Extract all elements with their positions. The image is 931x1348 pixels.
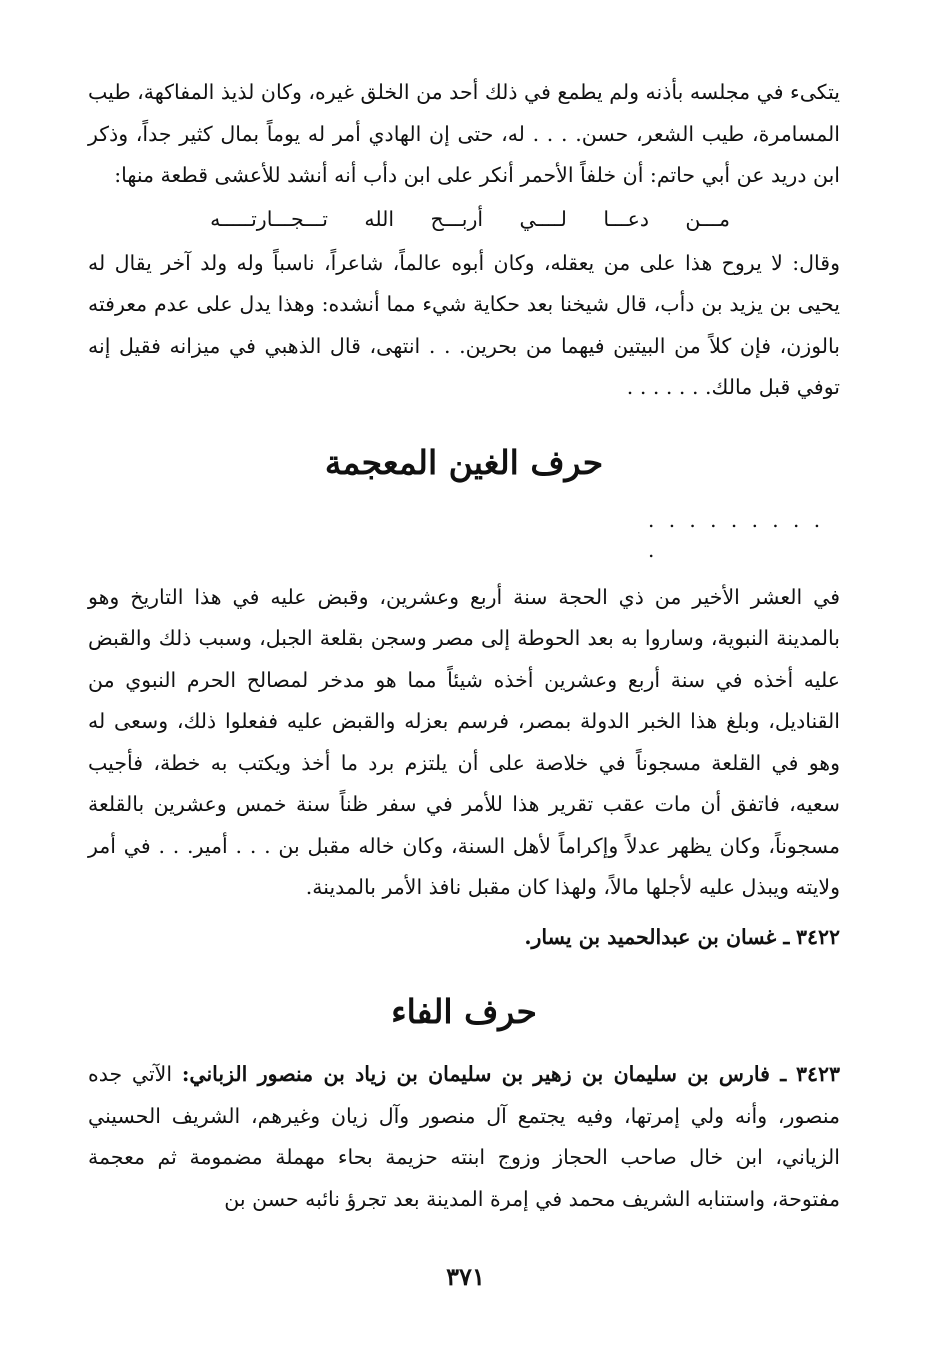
verse-word: مـــن [685,206,730,231]
entry-text: الآتي جده منصور، وأنه ولي إمرتها، وفيه يجتمع آل منصور وآل زيان وغيرهم، الشريف الحسيني الزياني، ابن خال صاحب الحجاز وزوج ابنته حزيمة بحاء مهملة مضمومة ثم معجمة مفتوحة، واستنابه الشريف محمد في إمرة المدينة بعد تجرؤ نائبه حسن بن [88,1062,840,1211]
paragraph-top: يتكىء في مجلسه بأذنه ولم يطمع في ذلك أحد من الخلق غيره، وكان لذيذ المفاكهة، طيب المسامرة، طيب الشعر، حسن. . . . له، حتى إن الهادي أمر له يوماً بمال كثير جداً، وذكر ابن دريد عن أبي حاتم: أن خلفاً الأحمر أنكر على ابن دأب أنه أنشد للأعشى قطعة منها: [88,80,840,187]
page-body [88,72,840,1220]
entry-name: ـ فارس بن سليمان بن زهير بن سليمان بن زياد بن منصور الزباني: [181,1062,787,1086]
entry-3422 [88,917,840,959]
entry-number: ٣٤٢٢ [795,924,840,949]
ellipsis-line: . . . . . . . . . . [648,507,825,562]
section-heading-ghain: حرف الغين المعجمة [324,442,604,482]
verse-word: أربـــح [430,206,484,231]
verse-word: تـــجـــارتـــــه [210,206,328,231]
poetry-verse [210,199,730,239]
entry-number: ٣٤٢٣ [795,1062,840,1086]
paragraph-ghain: في العشر الأخير من ذي الحجة سنة أربع وعشرين، وقبض عليه في هذا التاريخ وهو بالمدينة النبوية، وساروا به بعد الحوطة إلى مصر وسجن بقلعة الجبل، وسبب ذلك والقبض عليه أخذه في سنة أربع وعشرين أخذه شيئاً مما هو مدخر لمصالح الحرم النبوي من القناديل، وبلغ هذا الخبر الدولة بمصر، فرسم بعزله والقبض عليه ففعلوا ذلك، وسعى له وهو في القلعة مسجوناً في خلاصة على أن يلتزم برد ما أخذ ويكتب به خطة، فأجيب سعيه، فاتفق أن مات عقب تقرير هذا للأمر في سفر ظناً سنة خمس وعشرين بالقلعة مسجوناً، وكان يظهر عدلاً وإكراماً لأهل السنة، وكان خاله مقبل بن . . . أمير. . . في أمر ولايته ويبذل عليه لأجلها مالاً، ولهذا كان مقبل نافذ الأمر بالمدينة. [88,584,840,899]
paragraph-after-verse: وقال: لا يروح هذا على من يعقله، وكان أبوه عالماً، شاعراً، ناسباً وله ولد آخر يقال له يحيى بن يزيد بن دأب، قال شيخنا بعد حكاية شيء مما أنشده: وهذا يدل على عدم معرفته بالوزن، فإن كلاً من البيتين فيهما من بحرين. . . انتهى، قال الذهبي في ميزانه فقيل إنه توفي قبل مالك. . . . . . . [88,250,840,399]
verse-word: الله [364,206,395,231]
entry-title: ـ غسان بن عبدالحميد بن يسار. [524,924,790,949]
section-heading-fa: حرف الفاء [391,992,537,1031]
verse-word: دعـــا [603,206,649,231]
entry-3423 [88,1054,840,1220]
page-number: ٣٧١ [446,1262,485,1291]
verse-word: لــــي [519,206,567,231]
